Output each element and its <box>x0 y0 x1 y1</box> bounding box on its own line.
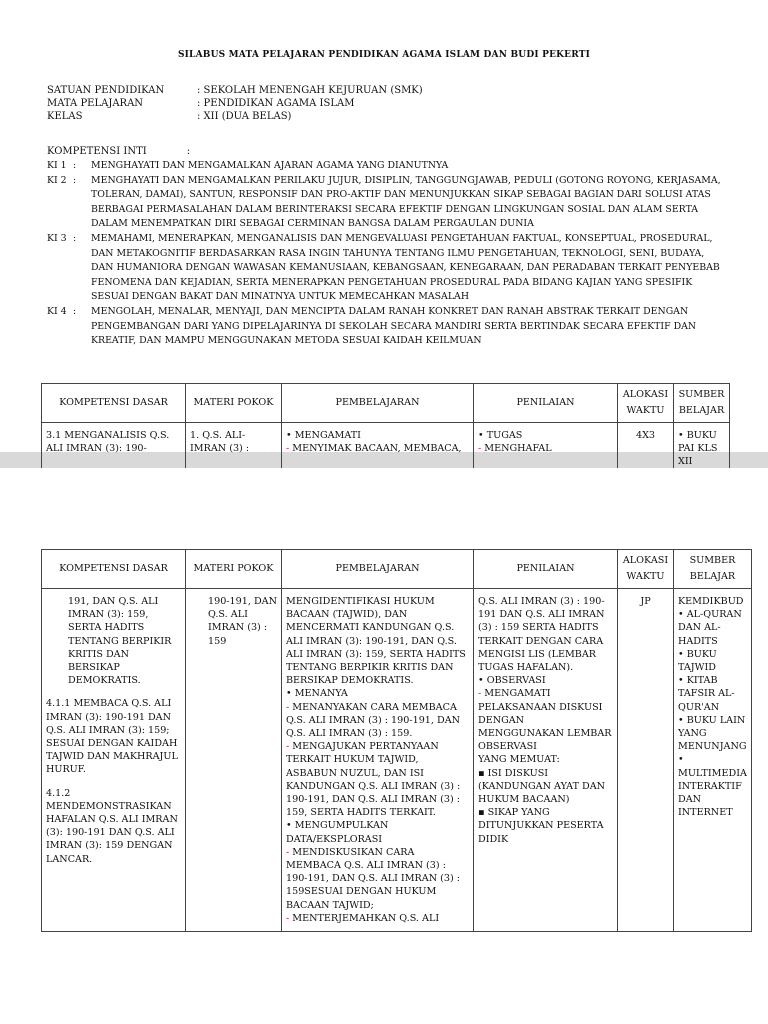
header-kd: KOMPETENSI DASAR <box>42 384 186 423</box>
cell-materi: 1. Q.S. ALI-IMRAN (3) : <box>186 423 282 476</box>
header-penilaian: PENILAIAN <box>474 384 618 423</box>
list-item: - MENGAMATI PELAKSANAAN DISKUSI DENGAN MENGGUNAKAN LEMBAR OBSERVASI <box>478 687 613 753</box>
syllabus-table-page-2 <box>41 549 752 932</box>
table-header-row <box>42 550 752 589</box>
list-item: Q.S. ALI IMRAN (3) : 190-191 DAN Q.S. ALI IMRAN (3) : 159 SERTA HADITS TERKAIT DENGAN CARA MENGISI LIS (LEMBAR TUGAS HAFALAN). <box>478 596 605 674</box>
meta-row <box>47 84 423 97</box>
cell-materi: 190-191, DAN Q.S. ALI IMRAN (3) : 159 <box>186 589 282 932</box>
list-item: YANG MEMUAT: <box>478 754 560 766</box>
ki-heading-colon: : <box>186 146 191 157</box>
list-item: - MENGHAFAL <box>478 442 613 455</box>
meta-label: KELAS <box>47 111 83 122</box>
page-1 <box>0 0 768 468</box>
ki-text: MEMAHAMI, MENERAPKAN, MENGANALISIS DAN MENGEVALUASI PENGETAHUAN FAKTUAL, KONSEPTUAL, PROSEDURAL, DAN METAKOGNITIF BERDASARKAN RASA INGIN TAHUNYA TENTANG ILMU PENGETAHUAN, TEKNOLOGI, SENI, BUDAYA, DAN HUMANIORA DENGAN WAWASAN KEMANUSIAAN, KEBANGSAAN, KENEGARAAN, DAN PERADABAN TERKAIT PENYEBAB FENOMENA DAN KEJADIAN, SERTA MENERAPKAN PENGETAHUAN PROSEDURAL PADA BIDANG KAJIAN YANG SPESIFIK SESUAI DENGAN BAKAT DAN MINATNYA UNTUK MEMECAHKAN MASALAH <box>91 232 720 303</box>
document-title: SILABUS MATA PELAJARAN PENDIDIKAN AGAMA ISLAM DAN BUDI PEKERTI <box>177 50 591 60</box>
header-pembelajaran: PEMBELAJARAN <box>282 550 474 589</box>
ki-item <box>47 232 727 305</box>
header-sumber: SUMBER BELAJAR <box>674 550 752 589</box>
header-sumber: SUMBER BELAJAR <box>674 384 730 423</box>
list-item: - MENDISKUSIKAN CARA MEMBACA Q.S. ALI IMRAN (3) : 190-191, DAN Q.S. ALI IMRAN (3) : 159SESUAI DENGAN HUKUM BACAAN TAJWID; <box>286 846 469 912</box>
header-alokasi: ALOKASI WAKTU <box>618 384 674 423</box>
header-penilaian: PENILAIAN <box>474 550 618 589</box>
ki-item <box>47 159 727 174</box>
kd-text: 4.1.1 MEMBACA Q.S. ALI IMRAN (3): 190-191 DAN Q.S. ALI IMRAN (3): 159; SESUAI DENGAN KAIDAH TAJWID DAN MAKHRAJUL HURUF. <box>46 698 178 776</box>
list-item: - MENANYAKAN CARA MEMBACA Q.S. ALI IMRAN (3) : 190-191, DAN Q.S. ALI IMRAN (3) : 159. <box>286 701 469 741</box>
cell-sumber <box>674 589 752 932</box>
list-item: ▪ ISI DISKUSI (KANDUNGAN AYAT DAN HUKUM BACAAN) <box>478 767 613 807</box>
ki-code: KI 3 <box>47 232 67 244</box>
kd-text: 4.1.2 MENDEMONSTRASIKAN HAFALAN Q.S. ALI IMRAN (3): 190-191 DAN Q.S. ALI IMRAN (3): 159 DENGAN LANCAR. <box>46 787 178 865</box>
list-item: • BUKU LAIN YANG MENUNJANG <box>678 714 747 754</box>
list-item: MENGIDENTIFIKASI HUKUM BACAAN (TAJWID), DAN MENCERMATI KANDUNGAN Q.S. ALI IMRAN (3): 190-191, DAN Q.S. ALI IMRAN (3): 159, SERTA HADITS TENTANG BERPIKIR KRITIS DAN BERSIKAP DEMOKRATIS. <box>286 596 466 687</box>
table-row <box>42 589 752 932</box>
ki-code: KI 2 <box>47 174 67 186</box>
ki-sep: : <box>73 160 77 171</box>
meta-row <box>47 97 423 110</box>
meta-value: : XII (DUA BELAS) <box>197 111 292 122</box>
ki-text: MENGHAYATI DAN MENGAMALKAN PERILAKU JUJUR, DISIPLIN, TANGGUNGJAWAB, PEDULI (GOTONG ROYONG, KERJASAMA, TOLERAN, DAMAI), SANTUN, RESPONSIF DAN PRO-AKTIF DAN MENUNJUKKAN SIKAP SEBAGAI BAGIAN DARI SOLUSI ATAS BERBAGAI PERMASALAHAN DALAM BERINTERAKSI SECARA EFEKTIF DENGAN LINGKUNGAN SOSIAL DAN ALAM SERTA DALAM MENEMPATKAN DIRI SEBAGAI CERMINAN BANGSA DALAM PERGAULAN DUNIA <box>91 174 721 230</box>
header-alokasi: ALOKASI WAKTU <box>618 550 674 589</box>
list-item: • OBSERVASI <box>478 674 613 687</box>
ki-item <box>47 305 727 349</box>
meta-value: : SEKOLAH MENENGAH KEJURUAN (SMK) <box>197 85 423 96</box>
cell-penilaian <box>474 589 618 932</box>
page-2 <box>0 468 768 1024</box>
list-item: • TUGAS <box>478 429 613 442</box>
identity-block <box>47 84 423 123</box>
ki-sep: : <box>73 305 77 317</box>
header-materi: MATERI POKOK <box>186 384 282 423</box>
ki-text: MENGHAYATI DAN MENGAMALKAN AJARAN AGAMA YANG DIANUTNYA <box>91 160 449 171</box>
cell-kd <box>42 589 186 932</box>
header-materi: MATERI POKOK <box>186 550 282 589</box>
ki-code: KI 4 <box>47 305 67 317</box>
meta-label: SATUAN PENDIDIKAN <box>47 85 165 96</box>
cell-alokasi: JP <box>618 589 674 932</box>
list-item: - MENYIMAK BACAAN, MEMBACA, <box>286 442 469 455</box>
cell-pembelajaran <box>282 589 474 932</box>
list-item: • MULTIMEDIA INTERAKTIF DAN INTERNET <box>678 753 747 819</box>
meta-label: MATA PELAJARAN <box>47 98 144 109</box>
cell-sumber: • BUKU PAI KLS XII <box>674 423 730 476</box>
cell-kd: 3.1 MENGANALISIS Q.S. ALI IMRAN (3): 190- <box>42 423 186 476</box>
list-item: • KITAB TAFSIR AL-QUR'AN <box>678 674 747 714</box>
ki-text: MENGOLAH, MENALAR, MENYAJI, DAN MENCIPTA DALAM RANAH KONKRET DAN RANAH ABSTRAK TERKAIT DENGAN PENGEMBANGAN DARI YANG DIPELAJARINYA DI SEKOLAH SECARA MANDIRI SERTA BERTINDAK SECARA EFEKTIF DAN KREATIF, DAN MAMPU MENGGUNAKAN METODA SESUAI KAIDAH KEILMUAN <box>91 305 697 347</box>
list-item: • MENGAMATI <box>286 429 469 442</box>
list-item: KEMDIKBUD <box>678 596 744 607</box>
list-item: - MENTERJEMAHKAN Q.S. ALI <box>286 912 469 925</box>
list-item: • AL-QURAN DAN AL-HADITS <box>678 608 747 648</box>
ki-code: KI 1 <box>47 160 67 171</box>
ki-list <box>47 159 727 349</box>
list-item: • BUKU TAJWID <box>678 648 747 674</box>
header-pembelajaran: PEMBELAJARAN <box>282 384 474 423</box>
syllabus-table-page-1 <box>41 383 730 476</box>
ki-heading-label: KOMPETENSI INTI <box>47 146 147 157</box>
header-kd: KOMPETENSI DASAR <box>42 550 186 589</box>
table-header-row <box>42 384 730 423</box>
list-item: • MENGUMPULKAN DATA/EKSPLORASI <box>286 819 469 845</box>
list-item: ▪ SIKAP YANG DITUNJUKKAN PESERTA DIDIK <box>478 806 613 846</box>
list-item: - MENGAJUKAN PERTANYAAN TERKAIT HUKUM TAJWID, ASBABUN NUZUL, DAN ISI KANDUNGAN Q.S. ALI IMRAN (3) : 190-191, DAN Q.S. ALI IMRAN (3) : 159, SERTA HADITS TERKAIT. <box>286 740 469 819</box>
ki-sep: : <box>73 232 77 244</box>
ki-item <box>47 174 727 232</box>
meta-row <box>47 110 423 123</box>
meta-value: : PENDIDIKAN AGAMA ISLAM <box>197 98 355 109</box>
ki-sep: : <box>73 174 77 186</box>
kd-text: 191, DAN Q.S. ALI IMRAN (3): 159, SERTA HADITS TENTANG BERPIKIR KRITIS DAN BERSIKAP DEMOKRATIS. <box>68 596 172 687</box>
ki-heading <box>47 146 190 157</box>
list-item: • MENANYA <box>286 687 469 700</box>
cell-alokasi: 4X3 <box>618 423 674 476</box>
